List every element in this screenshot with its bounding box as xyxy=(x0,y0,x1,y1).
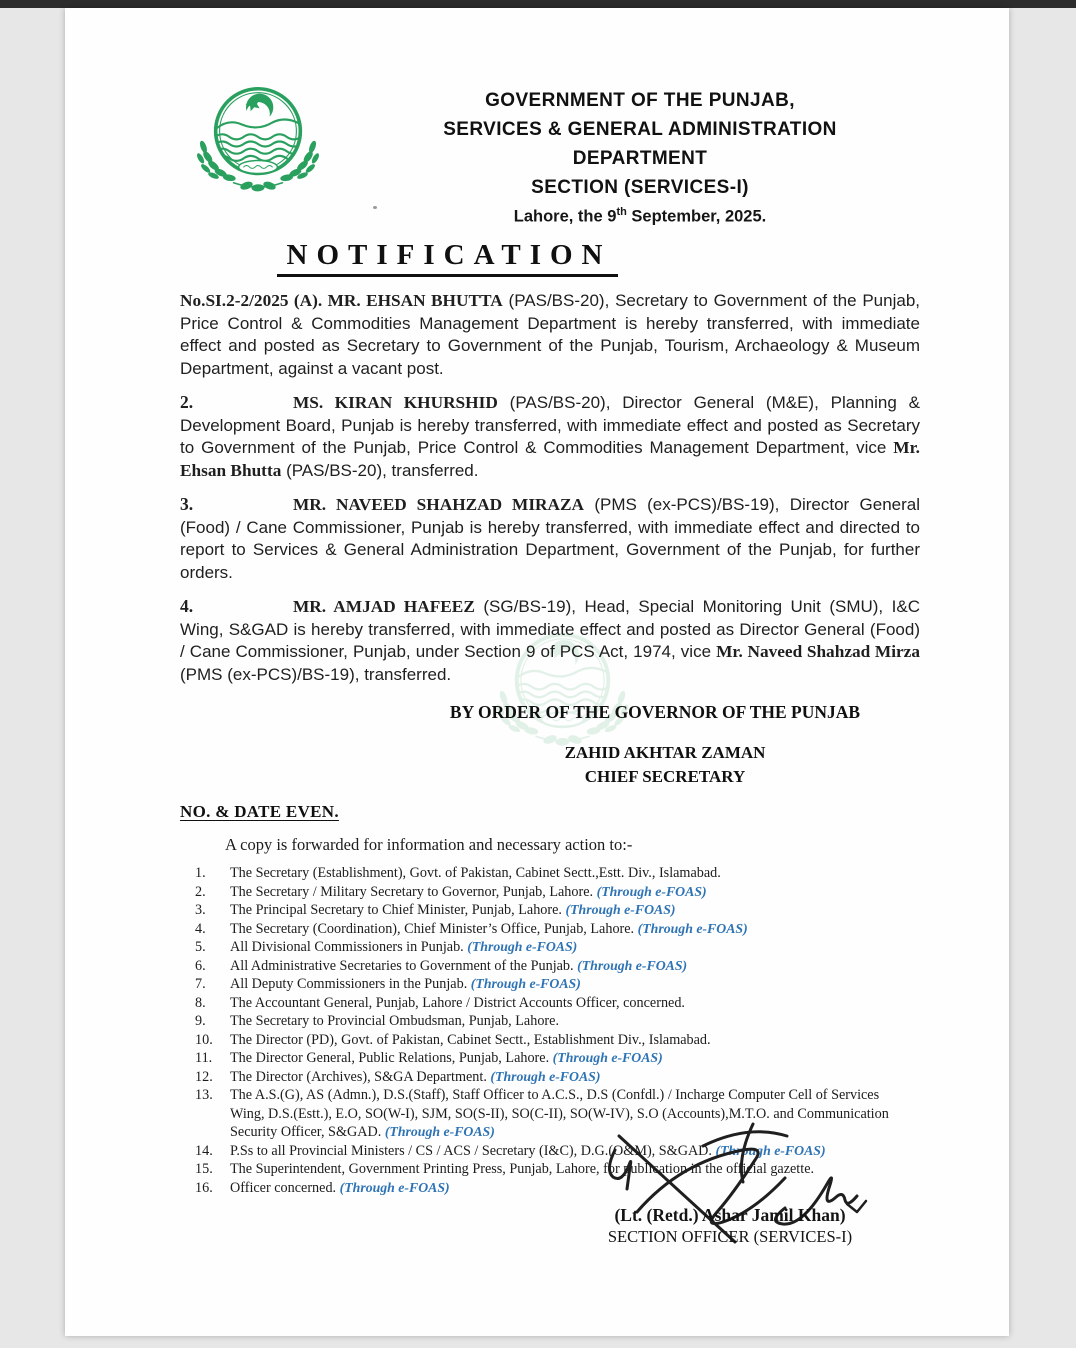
paragraph-3-text: (PMS (ex-PCS)/BS-19), Director General (Food) / Cane Commissioner, Punjab is hereby transferred, with immediate effect and directed to report to Services & General Administration Department, Government of the Punjab, for further orders. xyxy=(180,495,920,582)
list-item-body: The Secretary (Establishment), Govt. of Pakistan, Cabinet Sectt.,Estt. Div., Islamabad. xyxy=(230,865,721,881)
list-item-number: 8. xyxy=(195,994,206,1011)
paragraph-1-text: (PAS/BS-20), Secretary to Government of the Punjab, Price Control & Commodities Management Department is hereby transferred, with immediate effect and posted as Secretary to Government of the Punjab, Tourism, Archaeology & Museum Department, against a vacant post. xyxy=(180,291,920,378)
date-line xyxy=(275,206,1005,227)
list-item-number: 13. xyxy=(195,1087,213,1103)
list-item-text xyxy=(230,864,920,883)
list-item xyxy=(195,901,920,920)
paragraph-4-vice-bold: Mr. Naveed Shahzad Mirza xyxy=(716,642,920,661)
title-row xyxy=(65,239,1009,277)
paragraph-2-text: (PAS/BS-20), Director General (M&E), Planning & Development Board, Punjab is hereby transferred, with immediate effect and posted as Secretary to Government of the Punjab, Price Control & Commodities Management Department, vice xyxy=(180,393,920,457)
list-item-text xyxy=(230,1031,920,1050)
letterhead-line-2: SERVICES & GENERAL ADMINISTRATION xyxy=(443,119,837,140)
letterhead xyxy=(275,86,1005,202)
list-item-number: 12. xyxy=(195,1068,213,1085)
paragraph-2-text-2: (PAS/BS-20), transferred. xyxy=(281,460,479,480)
paragraph-2-vice-bold: Mr. Ehsan Bhutta xyxy=(180,438,920,480)
paragraph-4 xyxy=(180,595,920,686)
list-item-text xyxy=(230,920,920,939)
signing-officer-title: SECTION OFFICER (SERVICES-I) xyxy=(607,1227,853,1246)
list-item-text xyxy=(230,1012,920,1031)
list-item-text xyxy=(230,975,920,994)
list-item-body: All Deputy Commissioners in the Punjab. xyxy=(230,976,471,992)
list-item-text xyxy=(230,957,920,976)
through-efoas: (Through e-FOAS) xyxy=(552,1050,663,1065)
list-item-number: 10. xyxy=(195,1031,213,1048)
list-item xyxy=(195,938,920,957)
list-item-text xyxy=(230,1049,920,1068)
list-item-body: The Secretary to Provincial Ombudsman, Punjab, Lahore. xyxy=(230,1013,559,1029)
list-item xyxy=(195,994,920,1013)
list-item-text xyxy=(230,883,920,902)
date-ordinal: th xyxy=(616,206,627,218)
date-prefix: Lahore, the 9 xyxy=(513,207,617,226)
list-item xyxy=(195,1031,920,1050)
list-item-body: The A.S.(G), AS (Admn.), D.S.(Staff), Staff Officer to A.C.S., D.S (Confdl.) / Incharge Computer Cell of Services Wing, D.S.(Estt.), E.O, SO(W-I), SJM, SO(S-II), SO(C-II), SO(W-IV), S.O (Accounts),M.T.O. and Communication Security Officer, S&GAD. xyxy=(230,1087,889,1140)
signing-officer-name: (Lt. (Retd.) Ashar Jamil Khan) xyxy=(614,1205,846,1225)
letterhead-line-3: DEPARTMENT xyxy=(572,148,708,169)
list-item-text xyxy=(230,901,920,920)
list-item-body: P.Ss to all Provincial Ministers / CS / ACS / Secretary (I&C), D.G.(O&M), S&GAD. xyxy=(230,1142,716,1159)
list-item-body: The Accountant General, Punjab, Lahore / District Accounts Officer, concerned. xyxy=(230,994,685,1011)
through-efoas: (Through e-FOAS) xyxy=(565,902,676,917)
list-item xyxy=(195,1012,920,1031)
document-title: NOTIFICATION xyxy=(277,239,618,277)
paragraph-4-number: 4. xyxy=(180,596,194,616)
list-item-number: 11. xyxy=(195,1050,213,1066)
paragraph-4-text: (SG/BS-19), Head, Special Monitoring Unit (SMU), I&C Wing, S&GAD is hereby transferred, with immediate effect and posted as Director General (Food) / Cane Commissioner, Punjab, under Section 9 of PCS Act, 1974, vice xyxy=(180,597,920,661)
list-item-number: 6. xyxy=(195,957,206,974)
list-item-text xyxy=(230,938,920,957)
list-item-body: The Director (Archives), S&GA Department. xyxy=(230,1068,491,1085)
list-item xyxy=(195,1068,920,1087)
list-item xyxy=(195,864,920,883)
list-item-body: The Principal Secretary to Chief Minister, Punjab, Lahore. xyxy=(230,902,566,918)
list-item-body: The Superintendent, Government Printing Press, Punjab, Lahore, for publication in the official gazette. xyxy=(230,1161,815,1177)
paragraph-1 xyxy=(180,290,920,380)
through-efoas: (Through e-FOAS) xyxy=(637,920,748,936)
photo-dark-edge xyxy=(0,0,1076,8)
signatory-block xyxy=(480,741,850,789)
list-item-number: 1. xyxy=(195,865,206,881)
document-page xyxy=(65,8,1009,1336)
paragraph-3-name-bold: MR. NAVEED SHAHZAD MIRAZA xyxy=(293,495,585,514)
ref-and-name-bold: No.SI.2-2/2025 (A). MR. EHSAN BHUTTA xyxy=(180,291,503,310)
list-item-number: 4. xyxy=(195,920,206,937)
list-item-number: 7. xyxy=(195,976,206,992)
list-item-body: All Divisional Commissioners in Punjab. xyxy=(230,939,468,955)
paragraph-2-name-bold: MS. KIRAN KHURSHID xyxy=(293,393,498,412)
date-suffix: September, 2025. xyxy=(626,207,767,226)
by-order-line: BY ORDER OF THE GOVERNOR OF THE PUNJAB xyxy=(449,702,861,722)
through-efoas: (Through e-FOAS) xyxy=(596,883,707,899)
paragraph-2 xyxy=(180,391,920,482)
ref-heading: NO. & DATE EVEN. xyxy=(180,802,339,821)
paragraph-2-number: 2. xyxy=(180,392,194,412)
list-item xyxy=(195,975,920,994)
list-item xyxy=(195,957,920,976)
list-item-number: 3. xyxy=(195,902,206,918)
paragraph-3 xyxy=(180,493,920,584)
list-item xyxy=(195,920,920,939)
list-item-number: 14. xyxy=(195,1142,213,1159)
notification-body xyxy=(180,290,920,1197)
list-item-number: 15. xyxy=(195,1161,213,1177)
list-item-body: Officer concerned. xyxy=(230,1179,340,1196)
letterhead-line-4: SECTION (SERVICES-I) xyxy=(531,177,749,198)
list-item-body: The Secretary (Coordination), Chief Minister’s Office, Punjab, Lahore. xyxy=(230,920,638,937)
list-item xyxy=(195,1049,920,1068)
list-item-text xyxy=(230,994,920,1013)
list-item-text xyxy=(230,1068,920,1087)
list-item-body: The Director (PD), Govt. of Pakistan, Cabinet Sectt., Establishment Div., Islamabad. xyxy=(230,1031,711,1048)
through-efoas: (Through e-FOAS) xyxy=(577,957,688,973)
list-item-body: The Secretary / Military Secretary to Governor, Punjab, Lahore. xyxy=(230,883,597,900)
through-efoas: (Through e-FOAS) xyxy=(490,1068,601,1084)
signatory-name: ZAHID AKHTAR ZAMAN xyxy=(564,743,766,762)
list-item-body: The Director General, Public Relations, Punjab, Lahore. xyxy=(230,1050,553,1066)
paragraph-4-text-2: (PMS (ex-PCS)/BS-19), transferred. xyxy=(180,664,452,684)
list-item-number: 9. xyxy=(195,1013,206,1029)
through-efoas: (Through e-FOAS) xyxy=(467,939,578,954)
paragraph-3-number: 3. xyxy=(180,494,194,514)
signatory-title: CHIEF SECRETARY xyxy=(584,767,746,786)
letterhead-line-1: GOVERNMENT OF THE PUNJAB, xyxy=(485,90,795,111)
list-item-number: 16. xyxy=(195,1179,213,1196)
paragraph-4-name-bold: MR. AMJAD HAFEEZ xyxy=(293,597,475,616)
through-efoas: (Through e-FOAS) xyxy=(384,1124,495,1139)
forward-line: A copy is forwarded for information and necessary action to:- xyxy=(225,835,633,854)
through-efoas: (Through e-FOAS) xyxy=(715,1142,826,1158)
list-item xyxy=(195,883,920,902)
list-item-number: 2. xyxy=(195,883,206,900)
signing-officer-block xyxy=(535,1204,925,1248)
list-item-body: All Administrative Secretaries to Government of the Punjab. xyxy=(230,957,578,974)
through-efoas: (Through e-FOAS) xyxy=(470,976,581,991)
through-efoas: (Through e-FOAS) xyxy=(339,1179,450,1195)
list-item-number: 5. xyxy=(195,939,206,955)
